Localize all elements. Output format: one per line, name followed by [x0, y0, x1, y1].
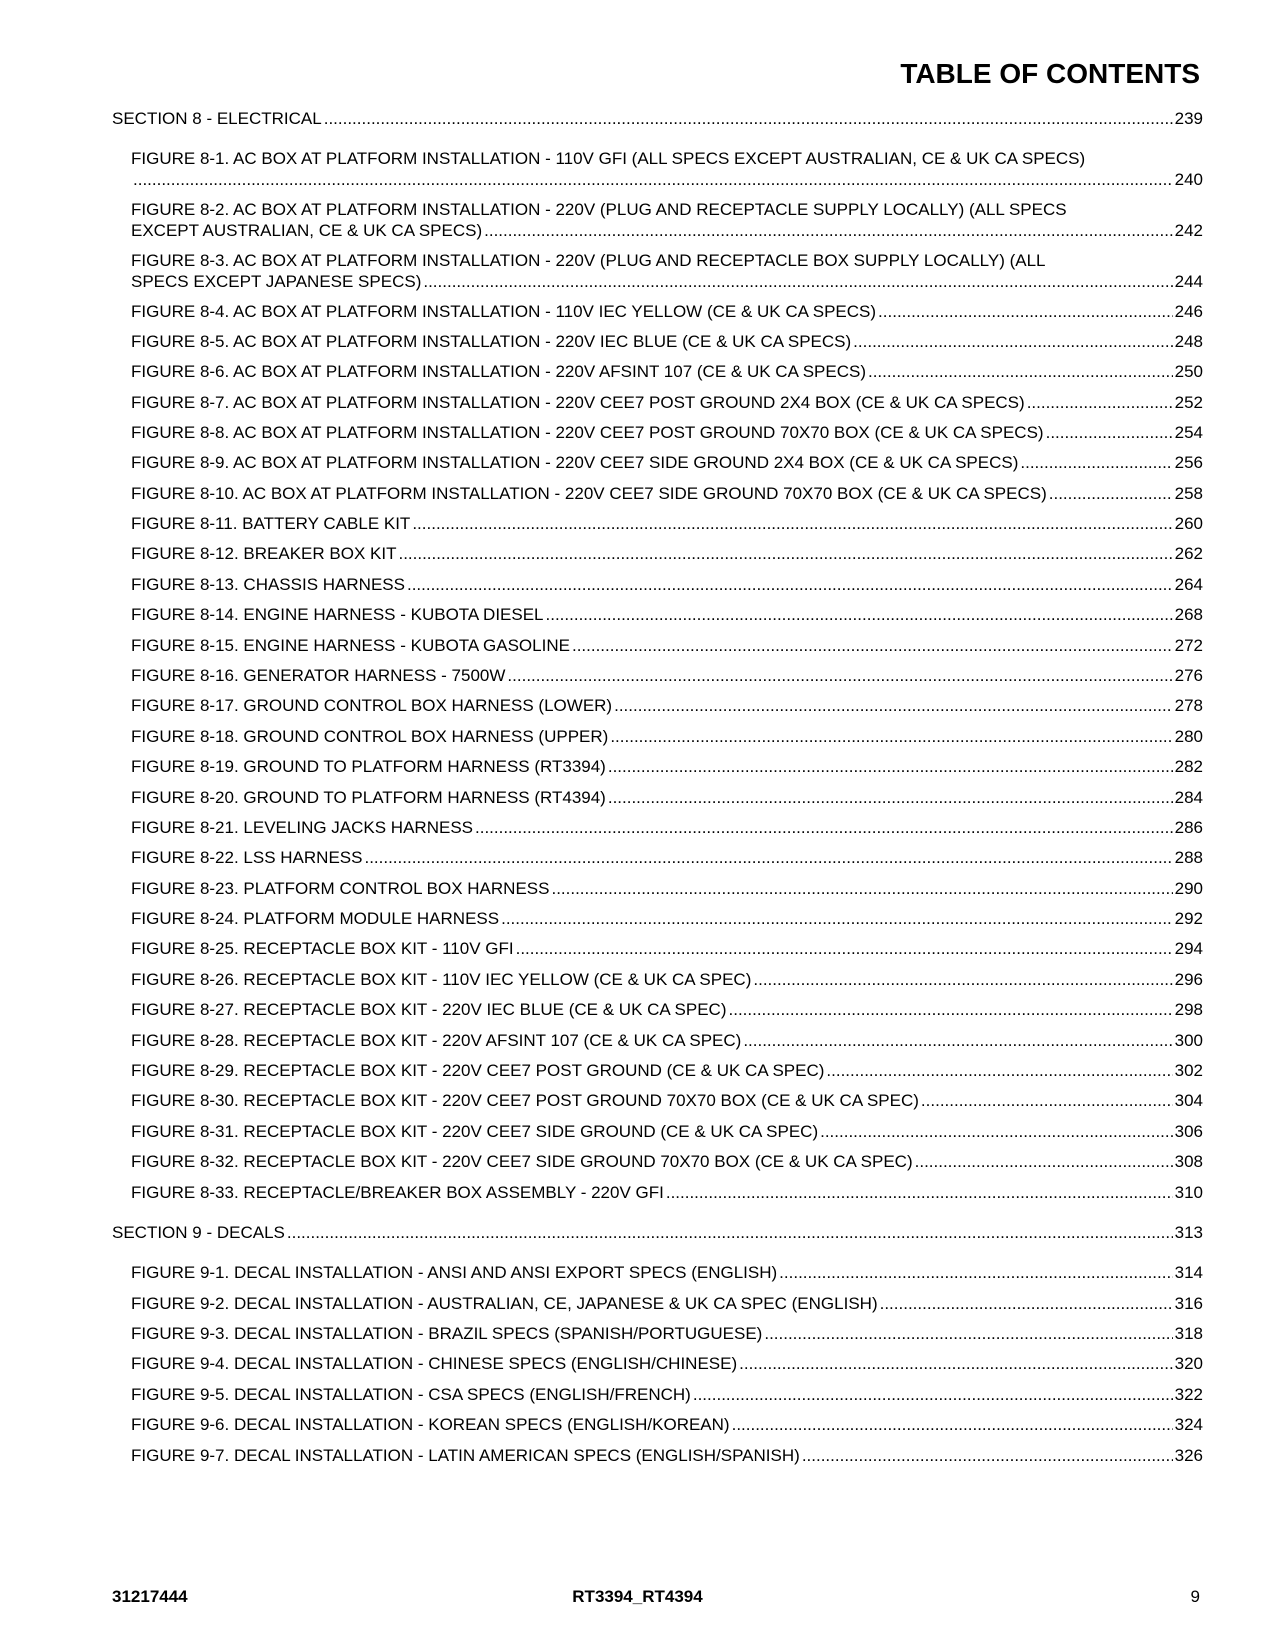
toc-entry-title: FIGURE 9-3. DECAL INSTALLATION - BRAZIL SPECS (SPANISH/PORTUGUESE) [131, 1324, 763, 1343]
dot-leader [614, 695, 1173, 716]
toc-figure-entry[interactable] [131, 1445, 1203, 1466]
dot-leader [572, 635, 1173, 656]
toc-entry-title-line: FIGURE 8-3. AC BOX AT PLATFORM INSTALLATION - 220V (PLUG AND RECEPTACLE BOX SUPPLY LOCALLY) (ALL [131, 251, 1046, 270]
toc-figure-entry[interactable] [131, 787, 1203, 808]
toc-figure-entry[interactable] [131, 543, 1203, 564]
toc-entry-title: FIGURE 8-18. GROUND CONTROL BOX HARNESS (UPPER) [131, 727, 609, 746]
toc-page-number: 268 [1174, 605, 1203, 624]
toc-figure-entry[interactable] [131, 1090, 1203, 1111]
toc-entry-title: SECTION 9 - DECALS [112, 1223, 285, 1242]
dot-leader [880, 1293, 1173, 1314]
toc-page-number: 240 [1174, 170, 1203, 189]
toc-section-entry[interactable] [112, 108, 1203, 129]
toc-page-number: 278 [1174, 696, 1203, 715]
toc-figure-entry[interactable] [131, 1060, 1203, 1081]
toc-page-number: 296 [1174, 970, 1203, 989]
toc-page-number: 254 [1174, 423, 1203, 442]
dot-leader [324, 108, 1173, 129]
dot-leader [878, 301, 1173, 322]
toc-entry-title: FIGURE 8-33. RECEPTACLE/BREAKER BOX ASSEMBLY - 220V GFI [131, 1183, 664, 1202]
dot-leader [853, 331, 1172, 352]
toc-page-number: 290 [1174, 879, 1203, 898]
toc-figure-entry[interactable] [131, 1121, 1203, 1142]
dot-leader [475, 817, 1173, 838]
dot-leader [610, 726, 1172, 747]
dot-leader [732, 1414, 1173, 1435]
toc-page-number: 252 [1174, 393, 1203, 412]
toc-page-number: 250 [1174, 362, 1203, 381]
dot-leader [423, 271, 1172, 292]
toc-figure-entry[interactable] [131, 969, 1203, 990]
dot-leader [666, 1182, 1173, 1203]
toc-entry-title-line: FIGURE 8-1. AC BOX AT PLATFORM INSTALLATION - 110V GFI (ALL SPECS EXCEPT AUSTRALIAN, CE & UK CA SPECS) [131, 149, 1086, 168]
toc-page-number: 276 [1174, 666, 1203, 685]
dot-leader [412, 513, 1172, 534]
toc-page-number: 284 [1174, 788, 1203, 807]
dot-leader [1049, 483, 1173, 504]
toc-page-number: 318 [1174, 1324, 1203, 1343]
toc-figure-entry[interactable] [131, 1323, 1203, 1344]
footer-doc-number: 31217444 [112, 1587, 188, 1606]
toc-page-number: 304 [1174, 1091, 1203, 1110]
toc-page-number: 324 [1174, 1415, 1203, 1434]
toc-figure-entry[interactable] [131, 483, 1203, 504]
toc-entry-title: FIGURE 9-4. DECAL INSTALLATION - CHINESE SPECS (ENGLISH/CHINESE) [131, 1354, 738, 1373]
dot-leader [802, 1445, 1173, 1466]
toc-entry-title: FIGURE 8-17. GROUND CONTROL BOX HARNESS (LOWER) [131, 696, 613, 715]
dot-leader [921, 1090, 1173, 1111]
toc-entry-title: FIGURE 8-32. RECEPTACLE BOX KIT - 220V CEE7 SIDE GROUND 70X70 BOX (CE & UK CA SPEC) [131, 1152, 913, 1171]
toc-figure-entry[interactable] [131, 1030, 1203, 1051]
dot-leader [729, 999, 1173, 1020]
toc-entry-title: FIGURE 8-16. GENERATOR HARNESS - 7500W [131, 666, 506, 685]
toc-figure-entry[interactable] [131, 938, 1203, 959]
toc-entry-title: FIGURE 8-19. GROUND TO PLATFORM HARNESS (RT3394) [131, 757, 606, 776]
toc-entry-title: FIGURE 8-25. RECEPTACLE BOX KIT - 110V GFI [131, 939, 514, 958]
toc-entry-title: FIGURE 8-11. BATTERY CABLE KIT [131, 514, 411, 533]
dot-leader [1027, 392, 1173, 413]
footer-model: RT3394_RT4394 [572, 1587, 703, 1606]
toc-entry-title: FIGURE 8-27. RECEPTACLE BOX KIT - 220V IEC BLUE (CE & UK CA SPEC) [131, 1000, 727, 1019]
dot-leader [739, 1353, 1172, 1374]
dot-leader [507, 665, 1172, 686]
toc-page-number: 282 [1174, 757, 1203, 776]
toc-page-number: 314 [1174, 1263, 1203, 1282]
toc-page-number: 244 [1174, 272, 1203, 291]
dot-leader [764, 1323, 1172, 1344]
toc-figure-entry[interactable] [131, 1262, 1203, 1283]
toc-page-number: 310 [1174, 1183, 1203, 1202]
toc-entry-title: FIGURE 8-31. RECEPTACLE BOX KIT - 220V CEE7 SIDE GROUND (CE & UK CA SPEC) [131, 1122, 819, 1141]
dot-leader [826, 1060, 1172, 1081]
toc-figure-entry[interactable] [131, 756, 1203, 777]
toc-figure-entry[interactable] [131, 665, 1203, 686]
toc-entry-title: SPECS EXCEPT JAPANESE SPECS) [131, 272, 422, 291]
toc-page-number: 308 [1174, 1152, 1203, 1171]
toc-figure-entry[interactable] [131, 574, 1203, 595]
toc-figure-entry[interactable] [131, 199, 1203, 241]
dot-leader [608, 756, 1173, 777]
toc-entry-title: FIGURE 8-23. PLATFORM CONTROL BOX HARNESS [131, 879, 550, 898]
toc-entry-title-line: FIGURE 8-2. AC BOX AT PLATFORM INSTALLATION - 220V (PLUG AND RECEPTACLE SUPPLY LOCALLY) (ALL SPECS [131, 200, 1067, 219]
toc-figure-entry[interactable] [131, 392, 1203, 413]
toc-page-number: 322 [1174, 1385, 1203, 1404]
dot-leader [546, 604, 1173, 625]
toc-figure-entry[interactable] [131, 695, 1203, 716]
dot-leader [551, 878, 1172, 899]
toc-page-number: 288 [1174, 848, 1203, 867]
dot-leader [779, 1262, 1172, 1283]
toc-entry-title: FIGURE 8-13. CHASSIS HARNESS [131, 575, 405, 594]
toc-page-number: 246 [1174, 302, 1203, 321]
dot-leader [484, 220, 1173, 241]
toc-entry-title: FIGURE 8-15. ENGINE HARNESS - KUBOTA GASOLINE [131, 636, 570, 655]
toc-page-number: 264 [1174, 575, 1203, 594]
toc-figure-entry[interactable] [131, 847, 1203, 868]
dot-leader [608, 787, 1173, 808]
toc-page-number: 298 [1174, 1000, 1203, 1019]
toc-entry-title: FIGURE 8-20. GROUND TO PLATFORM HARNESS (RT4394) [131, 788, 606, 807]
toc-page-number: 292 [1174, 909, 1203, 928]
toc-page-number: 326 [1174, 1446, 1203, 1465]
dot-leader [820, 1121, 1173, 1142]
toc-page-number: 256 [1174, 453, 1203, 472]
toc-page-number: 258 [1174, 484, 1203, 503]
toc-entry-title: FIGURE 8-30. RECEPTACLE BOX KIT - 220V CEE7 POST GROUND 70X70 BOX (CE & UK CA SPEC) [131, 1091, 919, 1110]
toc-figure-entry[interactable] [131, 999, 1203, 1020]
toc-figure-entry[interactable] [131, 635, 1203, 656]
toc-entry-title: FIGURE 8-10. AC BOX AT PLATFORM INSTALLATION - 220V CEE7 SIDE GROUND 70X70 BOX (CE & UK CA SPECS) [131, 484, 1047, 503]
toc-entry-title: FIGURE 8-7. AC BOX AT PLATFORM INSTALLATION - 220V CEE7 POST GROUND 2X4 BOX (CE & UK CA SPECS) [131, 393, 1025, 412]
toc-entry-title: FIGURE 9-5. DECAL INSTALLATION - CSA SPECS (ENGLISH/FRENCH) [131, 1385, 691, 1404]
toc-figure-entry[interactable] [131, 422, 1203, 443]
toc-figure-entry[interactable] [131, 361, 1203, 382]
toc-figure-entry[interactable] [131, 1414, 1203, 1435]
toc-page-number: 300 [1174, 1031, 1203, 1050]
toc-page-number: 239 [1174, 109, 1203, 128]
toc-page-number: 272 [1174, 636, 1203, 655]
toc-entry-title: FIGURE 9-2. DECAL INSTALLATION - AUSTRALIAN, CE, JAPANESE & UK CA SPEC (ENGLISH) [131, 1294, 878, 1313]
toc-entry-title: FIGURE 8-24. PLATFORM MODULE HARNESS [131, 909, 500, 928]
toc-entry-title: FIGURE 8-21. LEVELING JACKS HARNESS [131, 818, 473, 837]
dot-leader [1020, 452, 1172, 473]
toc-figure-entry[interactable] [131, 331, 1203, 352]
toc-page-number: 306 [1174, 1122, 1203, 1141]
toc-entry-title: FIGURE 8-26. RECEPTACLE BOX KIT - 110V IEC YELLOW (CE & UK CA SPEC) [131, 970, 752, 989]
toc-entry-title: FIGURE 9-1. DECAL INSTALLATION - ANSI AND ANSI EXPORT SPECS (ENGLISH) [131, 1263, 778, 1282]
toc-figure-entry[interactable] [131, 250, 1203, 292]
dot-leader [868, 361, 1173, 382]
dot-leader [364, 847, 1172, 868]
toc-entry-title: FIGURE 8-14. ENGINE HARNESS - KUBOTA DIESEL [131, 605, 544, 624]
toc-figure-entry[interactable] [131, 817, 1203, 838]
toc-figure-entry[interactable] [131, 726, 1203, 747]
toc-page-number: 294 [1174, 939, 1203, 958]
toc-entry-title: FIGURE 8-8. AC BOX AT PLATFORM INSTALLATION - 220V CEE7 POST GROUND 70X70 BOX (CE & UK CA SPECS) [131, 423, 1044, 442]
toc-figure-entry[interactable] [131, 452, 1203, 473]
toc-entry-title: FIGURE 8-4. AC BOX AT PLATFORM INSTALLATION - 110V IEC YELLOW (CE & UK CA SPECS) [131, 302, 877, 321]
toc-figure-entry[interactable] [131, 1353, 1203, 1374]
dot-leader [287, 1222, 1173, 1243]
toc-figure-entry[interactable] [131, 513, 1203, 534]
footer-page-number: 9 [1190, 1587, 1200, 1606]
toc-entry-title: FIGURE 8-29. RECEPTACLE BOX KIT - 220V CEE7 POST GROUND (CE & UK CA SPEC) [131, 1061, 825, 1080]
toc-page-number: 302 [1174, 1061, 1203, 1080]
toc-entry-title: FIGURE 8-6. AC BOX AT PLATFORM INSTALLATION - 220V AFSINT 107 (CE & UK CA SPECS) [131, 362, 866, 381]
toc-page-number: 316 [1174, 1294, 1203, 1313]
page-title: TABLE OF CONTENTS [900, 58, 1200, 89]
toc-figure-entry[interactable] [131, 908, 1203, 929]
dot-leader [743, 1030, 1172, 1051]
toc-page-number: 280 [1174, 727, 1203, 746]
toc-figure-entry[interactable] [131, 148, 1203, 190]
toc-page-number: 262 [1174, 544, 1203, 563]
toc-entry-title: FIGURE 8-22. LSS HARNESS [131, 848, 363, 867]
toc-figure-entry[interactable] [131, 1384, 1203, 1405]
dot-leader [516, 938, 1173, 959]
toc-entry-title: FIGURE 8-28. RECEPTACLE BOX KIT - 220V AFSINT 107 (CE & UK CA SPEC) [131, 1031, 742, 1050]
toc-figure-entry[interactable] [131, 1293, 1203, 1314]
toc-page-number: 242 [1174, 221, 1203, 240]
toc-entry-title: FIGURE 8-9. AC BOX AT PLATFORM INSTALLATION - 220V CEE7 SIDE GROUND 2X4 BOX (CE & UK CA SPECS) [131, 453, 1019, 472]
toc-entry-title: EXCEPT AUSTRALIAN, CE & UK CA SPECS) [131, 221, 483, 240]
toc-figure-entry[interactable] [131, 1182, 1203, 1203]
dot-leader [501, 908, 1173, 929]
toc-entry-title: FIGURE 9-7. DECAL INSTALLATION - LATIN AMERICAN SPECS (ENGLISH/SPANISH) [131, 1446, 800, 1465]
dot-leader [693, 1384, 1173, 1405]
dot-leader [753, 969, 1172, 990]
toc-page-number: 260 [1174, 514, 1203, 533]
toc-entry-title: FIGURE 8-5. AC BOX AT PLATFORM INSTALLATION - 220V IEC BLUE (CE & UK CA SPECS) [131, 332, 852, 351]
toc-page-number: 286 [1174, 818, 1203, 837]
toc-figure-entry[interactable] [131, 604, 1203, 625]
dot-leader [915, 1151, 1173, 1172]
toc-figure-entry[interactable] [131, 1151, 1203, 1172]
toc-entry-title: SECTION 8 - ELECTRICAL [112, 109, 322, 128]
dot-leader [133, 169, 1173, 190]
toc-section-entry[interactable] [112, 1222, 1203, 1243]
dot-leader [398, 543, 1172, 564]
toc-entry-title: FIGURE 8-12. BREAKER BOX KIT [131, 544, 397, 563]
toc-figure-entry[interactable] [131, 878, 1203, 899]
toc-page-number: 320 [1174, 1354, 1203, 1373]
toc-figure-entry[interactable] [131, 301, 1203, 322]
toc-page-number: 313 [1174, 1223, 1203, 1242]
dot-leader [407, 574, 1173, 595]
dot-leader [1046, 422, 1173, 443]
toc-entry-title: FIGURE 9-6. DECAL INSTALLATION - KOREAN SPECS (ENGLISH/KOREAN) [131, 1415, 730, 1434]
toc-page-number: 248 [1174, 332, 1203, 351]
